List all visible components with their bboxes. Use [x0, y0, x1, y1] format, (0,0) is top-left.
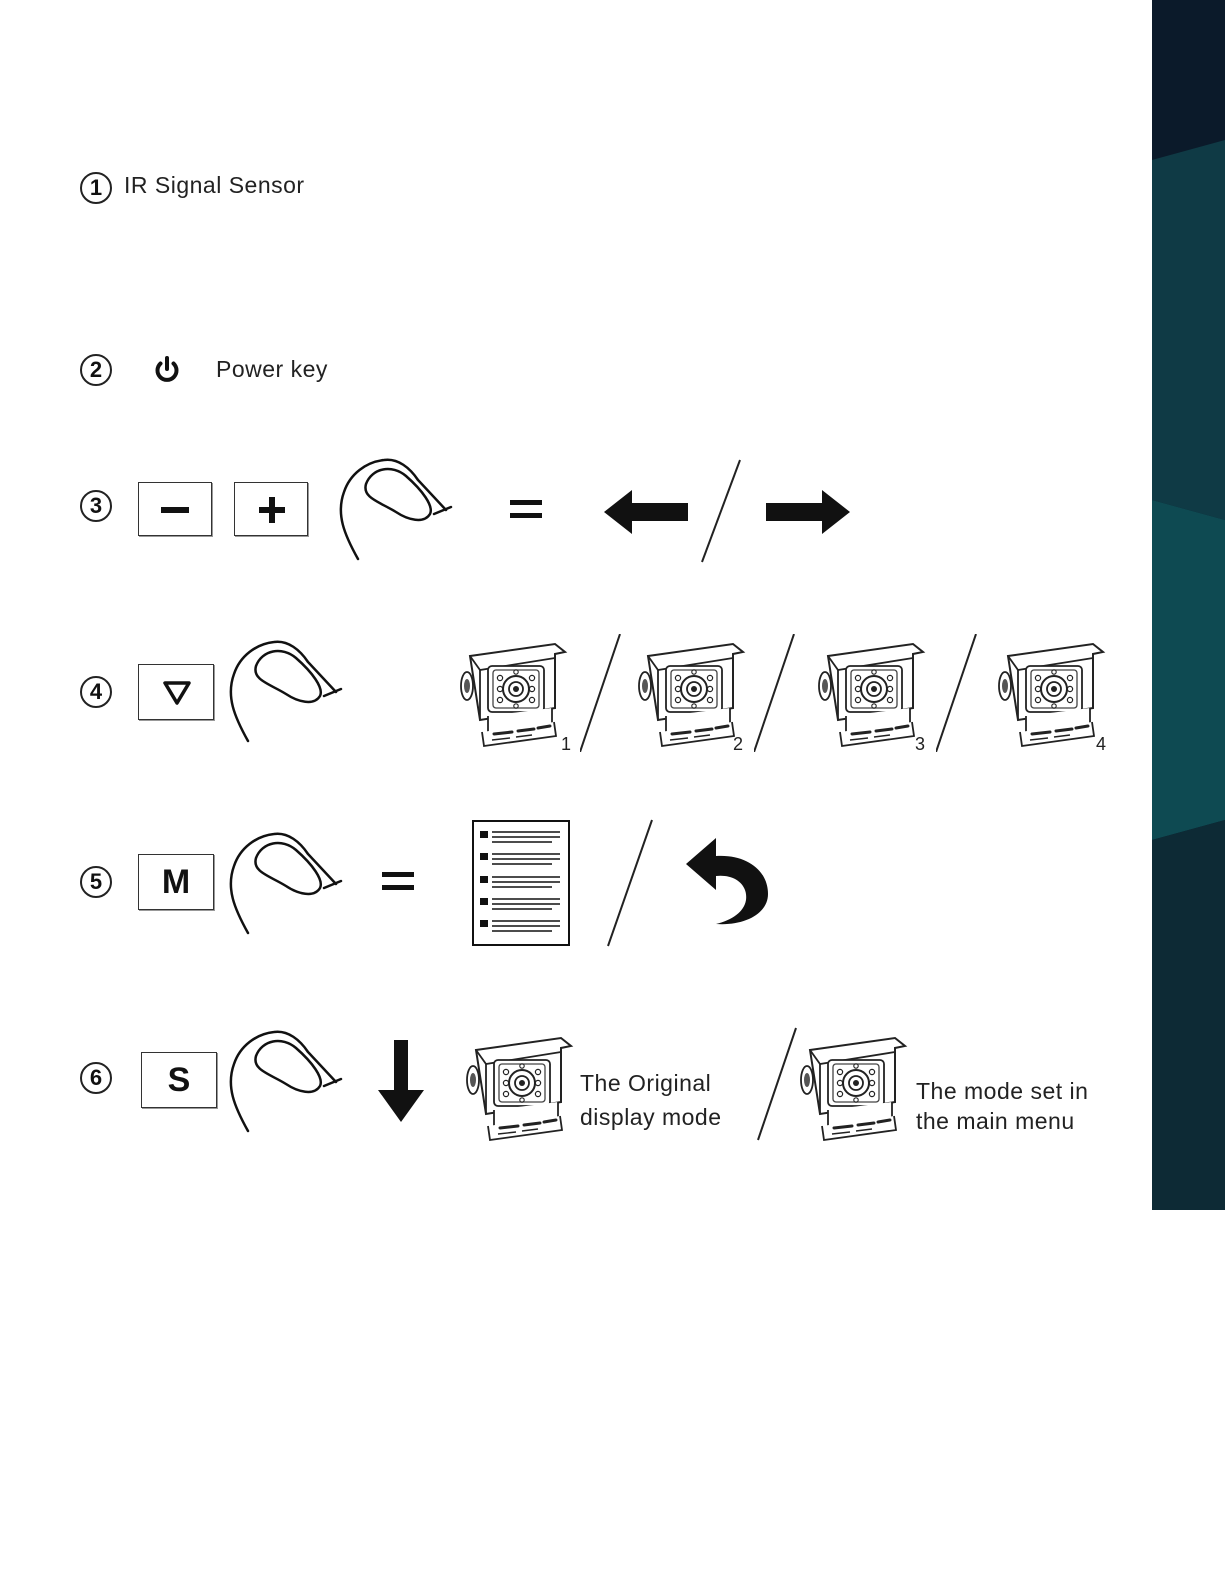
camera-number-2: 2	[733, 734, 744, 754]
plus-key[interactable]	[234, 482, 308, 536]
finger-press-icon	[226, 636, 346, 746]
camera-number-1: 1	[561, 734, 572, 754]
item-number-4: 4	[80, 676, 112, 708]
item-number-6: 6	[80, 1062, 112, 1094]
camera-number-4: 4	[1096, 734, 1107, 754]
camera-icon	[800, 1030, 912, 1144]
finger-press-icon	[226, 828, 346, 938]
caption-line: The Original	[580, 1070, 712, 1096]
minus-key[interactable]	[138, 482, 212, 536]
slash-divider	[756, 1026, 798, 1142]
m-key[interactable]: M	[138, 854, 214, 910]
item-number-3: 3	[80, 490, 112, 522]
finger-press-icon	[226, 1026, 346, 1136]
camera-icon	[466, 1030, 578, 1144]
caption-line: the main menu	[916, 1108, 1075, 1134]
slash-divider	[754, 634, 796, 752]
slash-divider	[580, 634, 622, 752]
menu-list-icon	[472, 820, 570, 946]
finger-press-icon	[336, 454, 456, 564]
item-number-2: 2	[80, 354, 112, 386]
side-decoration-panel	[1152, 0, 1225, 1210]
camera-icon	[998, 636, 1110, 750]
camera-icon	[818, 636, 930, 750]
camera-number-3: 3	[915, 734, 926, 754]
s-key[interactable]: S	[141, 1052, 217, 1108]
ir-signal-sensor-label: IR Signal Sensor	[124, 172, 305, 198]
down-key[interactable]	[138, 664, 214, 720]
caption-line: The mode set in	[916, 1078, 1089, 1104]
main-menu-mode-caption	[916, 1076, 1088, 1136]
power-key-label: Power key	[216, 356, 328, 382]
slash-divider	[936, 634, 978, 752]
slash-divider	[700, 458, 742, 564]
return-arrow-icon	[686, 836, 772, 926]
original-display-mode-caption	[580, 1066, 722, 1134]
camera-icon	[460, 636, 572, 750]
slash-divider	[606, 818, 654, 948]
power-icon	[152, 355, 182, 385]
arrow-left-icon	[604, 488, 688, 536]
equals-icon	[380, 870, 416, 894]
equals-icon	[508, 498, 544, 522]
item-number-1: 1	[80, 172, 112, 204]
camera-icon	[638, 636, 750, 750]
arrow-down-icon	[378, 1040, 424, 1122]
item-number-5: 5	[80, 866, 112, 898]
arrow-right-icon	[766, 488, 850, 536]
caption-line: display mode	[580, 1104, 722, 1130]
